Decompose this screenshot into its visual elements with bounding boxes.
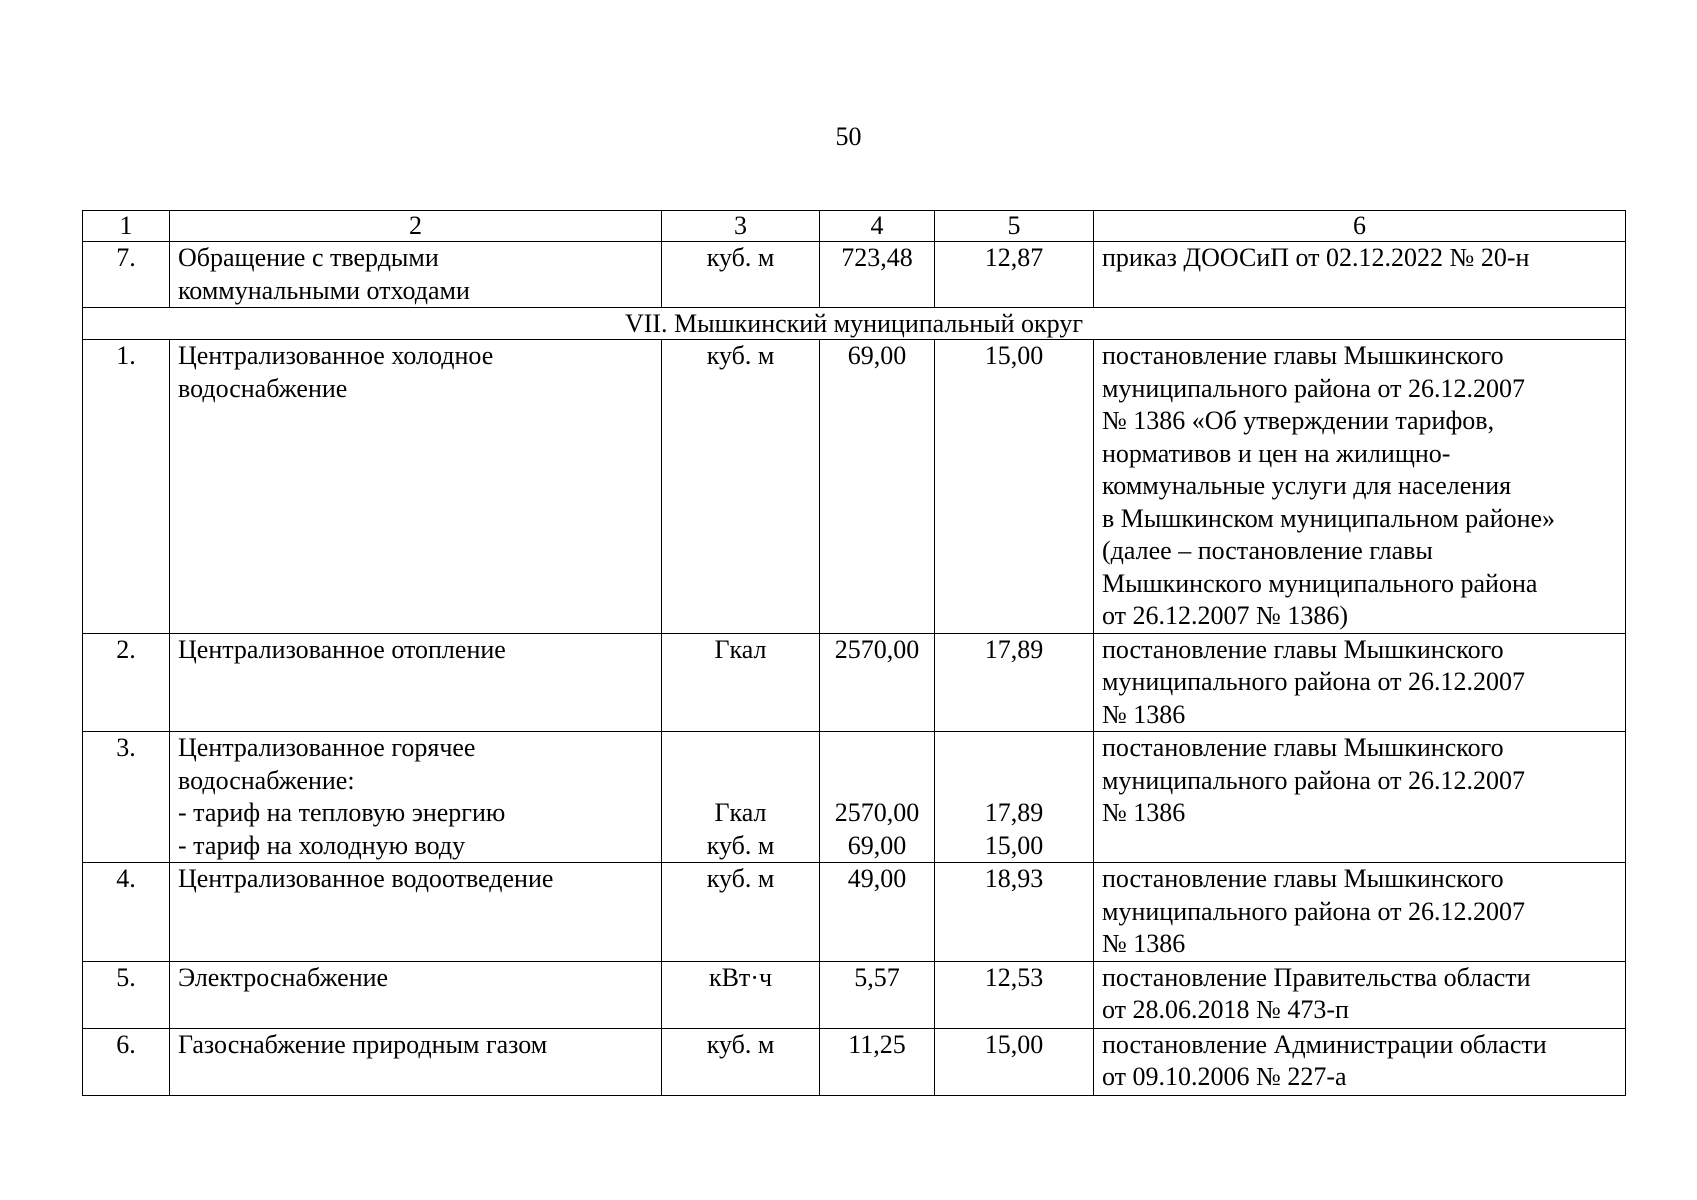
row-number: 3. (83, 732, 170, 863)
service-name: Электроснабжение (170, 961, 662, 1028)
section-title: VII. Мышкинский муниципальный округ (83, 308, 1626, 340)
row-number: 5. (83, 961, 170, 1028)
unit: Гкал (662, 633, 820, 732)
table-row (83, 732, 1626, 863)
service-name: Обращение с твердыми коммунальными отходами (170, 242, 662, 308)
legal-basis: постановление главы Мышкинского муниципального района от 26.12.2007 № 1386 (1094, 633, 1626, 732)
row-number: 6. (83, 1028, 170, 1095)
service-name: Централизованное водоотведение (170, 863, 662, 962)
norm-value: 17,89 (935, 633, 1094, 732)
legal-basis: постановление Правительства области от 28.06.2018 № 473-п (1094, 961, 1626, 1028)
norm-value: 15,00 (935, 340, 1094, 634)
tariff-value: 11,25 (820, 1028, 935, 1095)
tariff-value: 49,00 (820, 863, 935, 962)
norm-value: 18,93 (935, 863, 1094, 962)
table-row (83, 863, 1626, 962)
tariff-value: 723,48 (820, 242, 935, 308)
tariff-value: 2570,00 69,00 (820, 732, 935, 863)
legal-basis: постановление Администрации области от 09.10.2006 № 227-а (1094, 1028, 1626, 1095)
norm-value: 17,89 15,00 (935, 732, 1094, 863)
service-name: Централизованное горячее водоснабжение: - тариф на тепловую энергию - тариф на холодную воду (170, 732, 662, 863)
table-row (83, 633, 1626, 732)
unit: кВт·ч (662, 961, 820, 1028)
row-number: 2. (83, 633, 170, 732)
unit: Гкал куб. м (662, 732, 820, 863)
legal-basis: постановление главы Мышкинского муниципального района от 26.12.2007 № 1386 (1094, 863, 1626, 962)
table-row (83, 1028, 1626, 1095)
section-row (83, 308, 1626, 340)
tariff-value: 5,57 (820, 961, 935, 1028)
legal-basis: приказ ДООСиП от 02.12.2022 № 20-н (1094, 242, 1626, 308)
service-name: Централизованное отопление (170, 633, 662, 732)
column-header: 5 (935, 211, 1094, 242)
table-row (83, 961, 1626, 1028)
unit: куб. м (662, 863, 820, 962)
table-row (83, 340, 1626, 634)
unit: куб. м (662, 1028, 820, 1095)
legal-basis: постановление главы Мышкинского муниципального района от 26.12.2007 № 1386 «Об утверждении тарифов, нормативов и цен на жилищно- коммунальные услуги для населения в Мышкинском муниципальном районе» (далее – постановление главы Мышкинского муниципального района от 26.12.2007 № 1386) (1094, 340, 1626, 634)
norm-value: 12,87 (935, 242, 1094, 308)
table-header-row (83, 211, 1626, 242)
row-number: 4. (83, 863, 170, 962)
service-name: Газоснабжение природным газом (170, 1028, 662, 1095)
row-number: 1. (83, 340, 170, 634)
row-number: 7. (83, 242, 170, 308)
norm-value: 12,53 (935, 961, 1094, 1028)
tariff-value: 69,00 (820, 340, 935, 634)
legal-basis: постановление главы Мышкинского муниципального района от 26.12.2007 № 1386 (1094, 732, 1626, 863)
table-row (83, 242, 1626, 308)
column-header: 3 (662, 211, 820, 242)
column-header: 6 (1094, 211, 1626, 242)
unit: куб. м (662, 242, 820, 308)
tariff-table (82, 210, 1626, 1096)
page-number: 50 (835, 122, 862, 151)
norm-value: 15,00 (935, 1028, 1094, 1095)
column-header: 2 (170, 211, 662, 242)
column-header: 1 (83, 211, 170, 242)
tariff-value: 2570,00 (820, 633, 935, 732)
column-header: 4 (820, 211, 935, 242)
unit: куб. м (662, 340, 820, 634)
service-name: Централизованное холодное водоснабжение (170, 340, 662, 634)
